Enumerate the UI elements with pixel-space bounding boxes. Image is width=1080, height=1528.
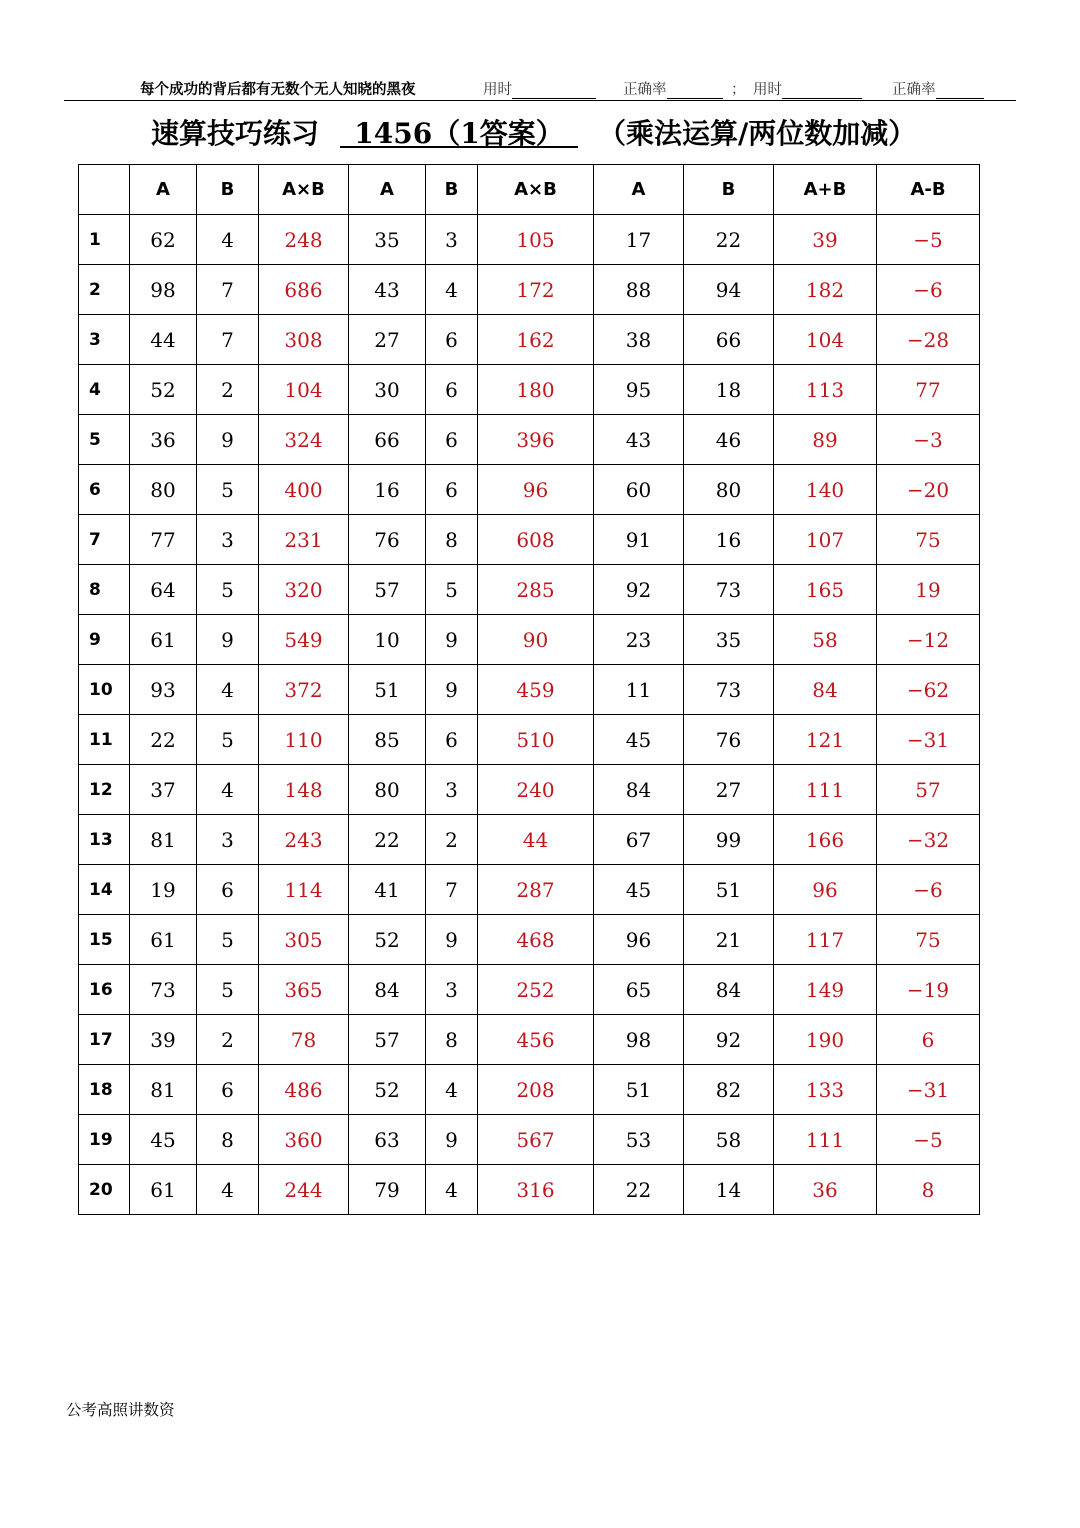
table-row: [79, 1165, 980, 1215]
operand-cell: 58: [684, 1115, 774, 1165]
header-cell: A: [130, 165, 197, 215]
answer-cell: 208: [478, 1065, 594, 1115]
operand-cell: 9: [426, 665, 478, 715]
operand-cell: 76: [684, 715, 774, 765]
answer-cell: 567: [478, 1115, 594, 1165]
table-row: [79, 915, 980, 965]
answer-cell: 468: [478, 915, 594, 965]
operand-cell: 43: [594, 415, 684, 465]
row-number: 12: [79, 765, 130, 815]
operand-cell: 7: [197, 265, 259, 315]
operand-cell: 18: [684, 365, 774, 415]
answer-cell: 148: [259, 765, 349, 815]
header-cell: A: [594, 165, 684, 215]
operand-cell: 73: [684, 665, 774, 715]
operand-cell: 61: [130, 1165, 197, 1215]
answer-cell: 6: [877, 1015, 980, 1065]
row-number: 8: [79, 565, 130, 615]
operand-cell: 39: [130, 1015, 197, 1065]
table-header-row: [79, 165, 980, 215]
operand-cell: 93: [130, 665, 197, 715]
operand-cell: 37: [130, 765, 197, 815]
operand-cell: 95: [594, 365, 684, 415]
table-row: [79, 515, 980, 565]
table-row: [79, 565, 980, 615]
title-code: 1456（1答案）: [340, 112, 578, 148]
operand-cell: 5: [197, 915, 259, 965]
operand-cell: 51: [594, 1065, 684, 1115]
operand-cell: 92: [684, 1015, 774, 1065]
answer-cell: 114: [259, 865, 349, 915]
operand-cell: 8: [197, 1115, 259, 1165]
answer-cell: 165: [774, 565, 877, 615]
operand-cell: 9: [426, 1115, 478, 1165]
operand-cell: 3: [426, 965, 478, 1015]
header-cell: A-B: [877, 165, 980, 215]
answer-cell: −3: [877, 415, 980, 465]
operand-cell: 53: [594, 1115, 684, 1165]
operand-cell: 61: [130, 915, 197, 965]
answer-cell: 107: [774, 515, 877, 565]
table-row: [79, 365, 980, 415]
operand-cell: 7: [197, 315, 259, 365]
answer-cell: 320: [259, 565, 349, 615]
operand-cell: 6: [197, 865, 259, 915]
operand-cell: 23: [594, 615, 684, 665]
row-number: 13: [79, 815, 130, 865]
operand-cell: 7: [426, 865, 478, 915]
operand-cell: 8: [426, 515, 478, 565]
operand-cell: 14: [684, 1165, 774, 1215]
answer-cell: 240: [478, 765, 594, 815]
operand-cell: 60: [594, 465, 684, 515]
operand-cell: 4: [197, 1165, 259, 1215]
answer-cell: 252: [478, 965, 594, 1015]
answer-cell: 36: [774, 1165, 877, 1215]
answer-cell: 162: [478, 315, 594, 365]
row-number: 1: [79, 215, 130, 265]
separator: ；: [731, 82, 746, 98]
answer-cell: −6: [877, 265, 980, 315]
answer-cell: 75: [877, 515, 980, 565]
operand-cell: 5: [197, 565, 259, 615]
time-blank-2[interactable]: [782, 84, 862, 99]
answer-cell: −31: [877, 715, 980, 765]
operand-cell: 4: [197, 665, 259, 715]
accuracy-blank-2[interactable]: [936, 84, 984, 99]
answer-table: [78, 164, 980, 1215]
answer-cell: 400: [259, 465, 349, 515]
header-cell: A: [349, 165, 426, 215]
answer-cell: 244: [259, 1165, 349, 1215]
operand-cell: 84: [349, 965, 426, 1015]
worksheet-header: [64, 74, 1016, 101]
row-number: 19: [79, 1115, 130, 1165]
operand-cell: 3: [426, 765, 478, 815]
answer-cell: 78: [259, 1015, 349, 1065]
answer-cell: 316: [478, 1165, 594, 1215]
operand-cell: 27: [349, 315, 426, 365]
operand-cell: 9: [197, 615, 259, 665]
row-number: 5: [79, 415, 130, 465]
answer-cell: 133: [774, 1065, 877, 1115]
operand-cell: 82: [684, 1065, 774, 1115]
answer-cell: 365: [259, 965, 349, 1015]
motto-text: 每个成功的背后都有无数个无人知晓的黑夜: [140, 82, 416, 98]
table-row: [79, 965, 980, 1015]
operand-cell: 3: [197, 515, 259, 565]
operand-cell: 52: [349, 915, 426, 965]
answer-cell: 44: [478, 815, 594, 865]
time-field-1: [483, 78, 596, 99]
operand-cell: 76: [349, 515, 426, 565]
operand-cell: 4: [426, 265, 478, 315]
operand-cell: 8: [426, 1015, 478, 1065]
answer-cell: 456: [478, 1015, 594, 1065]
table-row: [79, 215, 980, 265]
operand-cell: 36: [130, 415, 197, 465]
answer-cell: 58: [774, 615, 877, 665]
answer-cell: 372: [259, 665, 349, 715]
operand-cell: 9: [426, 915, 478, 965]
operand-cell: 22: [130, 715, 197, 765]
operand-cell: 6: [197, 1065, 259, 1115]
operand-cell: 80: [130, 465, 197, 515]
operand-cell: 63: [349, 1115, 426, 1165]
operand-cell: 51: [684, 865, 774, 915]
answer-cell: −5: [877, 1115, 980, 1165]
operand-cell: 9: [426, 615, 478, 665]
time-label-2: 用时: [753, 82, 782, 98]
operand-cell: 73: [684, 565, 774, 615]
title-main: 速算技巧练习: [151, 117, 320, 150]
accuracy-field-2: [892, 78, 984, 99]
row-number: 7: [79, 515, 130, 565]
answer-cell: 84: [774, 665, 877, 715]
operand-cell: 27: [684, 765, 774, 815]
answer-cell: 166: [774, 815, 877, 865]
operand-cell: 98: [594, 1015, 684, 1065]
table-row: [79, 765, 980, 815]
answer-cell: 105: [478, 215, 594, 265]
operand-cell: 11: [594, 665, 684, 715]
answer-cell: 110: [259, 715, 349, 765]
answer-cell: 19: [877, 565, 980, 615]
operand-cell: 4: [197, 765, 259, 815]
row-number: 6: [79, 465, 130, 515]
row-number: 15: [79, 915, 130, 965]
answer-cell: 360: [259, 1115, 349, 1165]
operand-cell: 45: [594, 715, 684, 765]
answer-cell: 77: [877, 365, 980, 415]
operand-cell: 6: [426, 715, 478, 765]
operand-cell: 2: [426, 815, 478, 865]
answer-cell: −32: [877, 815, 980, 865]
operand-cell: 2: [197, 365, 259, 415]
answer-cell: −6: [877, 865, 980, 915]
answer-cell: 510: [478, 715, 594, 765]
answer-cell: 104: [259, 365, 349, 415]
answer-cell: −62: [877, 665, 980, 715]
operand-cell: 22: [349, 815, 426, 865]
answer-cell: 324: [259, 415, 349, 465]
table-row: [79, 315, 980, 365]
row-number: 4: [79, 365, 130, 415]
operand-cell: 66: [349, 415, 426, 465]
answer-cell: 459: [478, 665, 594, 715]
row-number: 18: [79, 1065, 130, 1115]
operand-cell: 77: [130, 515, 197, 565]
answer-cell: 113: [774, 365, 877, 415]
operand-cell: 3: [197, 815, 259, 865]
operand-cell: 30: [349, 365, 426, 415]
operand-cell: 4: [426, 1165, 478, 1215]
operand-cell: 4: [426, 1065, 478, 1115]
operand-cell: 52: [349, 1065, 426, 1115]
header-cell: A×B: [259, 165, 349, 215]
answer-cell: 182: [774, 265, 877, 315]
operand-cell: 79: [349, 1165, 426, 1215]
answer-cell: 486: [259, 1065, 349, 1115]
answer-cell: 243: [259, 815, 349, 865]
answer-cell: 180: [478, 365, 594, 415]
operand-cell: 6: [426, 415, 478, 465]
operand-cell: 19: [130, 865, 197, 915]
accuracy-blank-1[interactable]: [667, 84, 723, 99]
operand-cell: 45: [130, 1115, 197, 1165]
operand-cell: 57: [349, 1015, 426, 1065]
answer-cell: 90: [478, 615, 594, 665]
answer-cell: 117: [774, 915, 877, 965]
answer-cell: −28: [877, 315, 980, 365]
operand-cell: 17: [594, 215, 684, 265]
time-label-1: 用时: [483, 82, 512, 98]
table-row: [79, 865, 980, 915]
answer-cell: 140: [774, 465, 877, 515]
operand-cell: 64: [130, 565, 197, 615]
operand-cell: 65: [594, 965, 684, 1015]
table-row: [79, 1015, 980, 1065]
accuracy-label-2: 正确率: [892, 82, 936, 98]
operand-cell: 16: [684, 515, 774, 565]
table-row: [79, 715, 980, 765]
table-row: [79, 615, 980, 665]
answer-cell: 96: [774, 865, 877, 915]
answer-cell: −19: [877, 965, 980, 1015]
answer-cell: 57: [877, 765, 980, 815]
operand-cell: 84: [594, 765, 684, 815]
table-row: [79, 1115, 980, 1165]
answer-cell: 8: [877, 1165, 980, 1215]
operand-cell: 66: [684, 315, 774, 365]
operand-cell: 67: [594, 815, 684, 865]
row-number: 11: [79, 715, 130, 765]
operand-cell: 81: [130, 815, 197, 865]
operand-cell: 46: [684, 415, 774, 465]
operand-cell: 22: [594, 1165, 684, 1215]
answer-cell: 549: [259, 615, 349, 665]
answer-cell: −12: [877, 615, 980, 665]
operand-cell: 43: [349, 265, 426, 315]
operand-cell: 92: [594, 565, 684, 615]
answer-cell: 285: [478, 565, 594, 615]
answer-cell: 686: [259, 265, 349, 315]
title-subtitle: （乘法运算/两位数加减）: [598, 117, 917, 150]
table-row: [79, 815, 980, 865]
operand-cell: 22: [684, 215, 774, 265]
operand-cell: 16: [349, 465, 426, 515]
answer-cell: 121: [774, 715, 877, 765]
operand-cell: 41: [349, 865, 426, 915]
answer-cell: 248: [259, 215, 349, 265]
row-number: 3: [79, 315, 130, 365]
answer-cell: 149: [774, 965, 877, 1015]
header-cell: B: [684, 165, 774, 215]
answer-cell: 96: [478, 465, 594, 515]
operand-cell: 51: [349, 665, 426, 715]
operand-cell: 9: [197, 415, 259, 465]
operand-cell: 85: [349, 715, 426, 765]
operand-cell: 5: [197, 465, 259, 515]
operand-cell: 38: [594, 315, 684, 365]
answer-cell: 104: [774, 315, 877, 365]
answer-cell: 75: [877, 915, 980, 965]
operand-cell: 81: [130, 1065, 197, 1115]
row-number: 20: [79, 1165, 130, 1215]
row-number: 10: [79, 665, 130, 715]
row-number: 17: [79, 1015, 130, 1065]
answer-cell: −31: [877, 1065, 980, 1115]
operand-cell: 84: [684, 965, 774, 1015]
answer-cell: 396: [478, 415, 594, 465]
operand-cell: 5: [426, 565, 478, 615]
operand-cell: 88: [594, 265, 684, 315]
answer-cell: 89: [774, 415, 877, 465]
answer-cell: 111: [774, 765, 877, 815]
row-number: 2: [79, 265, 130, 315]
worksheet-title: [0, 112, 1080, 152]
table-row: [79, 465, 980, 515]
operand-cell: 62: [130, 215, 197, 265]
operand-cell: 99: [684, 815, 774, 865]
operand-cell: 94: [684, 265, 774, 315]
header-cell: A+B: [774, 165, 877, 215]
answer-cell: 305: [259, 915, 349, 965]
table-row: [79, 415, 980, 465]
operand-cell: 91: [594, 515, 684, 565]
footer-text: 公考高照讲数资: [66, 1401, 175, 1419]
operand-cell: 6: [426, 465, 478, 515]
operand-cell: 6: [426, 365, 478, 415]
table-body: [79, 215, 980, 1215]
accuracy-label-1: 正确率: [623, 82, 667, 98]
operand-cell: 61: [130, 615, 197, 665]
operand-cell: 52: [130, 365, 197, 415]
operand-cell: 35: [349, 215, 426, 265]
operand-cell: 80: [349, 765, 426, 815]
answer-cell: 190: [774, 1015, 877, 1065]
header-cell: B: [426, 165, 478, 215]
row-number: 14: [79, 865, 130, 915]
operand-cell: 96: [594, 915, 684, 965]
header-cell: [79, 165, 130, 215]
operand-cell: 57: [349, 565, 426, 615]
operand-cell: 5: [197, 715, 259, 765]
row-number: 16: [79, 965, 130, 1015]
time-field-2: [753, 78, 862, 99]
operand-cell: 3: [426, 215, 478, 265]
answer-cell: 608: [478, 515, 594, 565]
answer-cell: 111: [774, 1115, 877, 1165]
answer-cell: −5: [877, 215, 980, 265]
operand-cell: 73: [130, 965, 197, 1015]
table-row: [79, 665, 980, 715]
answer-cell: 172: [478, 265, 594, 315]
answer-cell: 308: [259, 315, 349, 365]
answer-cell: −20: [877, 465, 980, 515]
row-number: 9: [79, 615, 130, 665]
operand-cell: 21: [684, 915, 774, 965]
operand-cell: 6: [426, 315, 478, 365]
answer-cell: 231: [259, 515, 349, 565]
answer-cell: 39: [774, 215, 877, 265]
operand-cell: 4: [197, 215, 259, 265]
time-blank-1[interactable]: [512, 84, 596, 99]
header-cell: B: [197, 165, 259, 215]
operand-cell: 44: [130, 315, 197, 365]
accuracy-field-1: [623, 78, 723, 99]
operand-cell: 5: [197, 965, 259, 1015]
header-cell: A×B: [478, 165, 594, 215]
operand-cell: 10: [349, 615, 426, 665]
operand-cell: 45: [594, 865, 684, 915]
answer-cell: 287: [478, 865, 594, 915]
table-row: [79, 1065, 980, 1115]
operand-cell: 35: [684, 615, 774, 665]
operand-cell: 80: [684, 465, 774, 515]
operand-cell: 98: [130, 265, 197, 315]
table-row: [79, 265, 980, 315]
operand-cell: 2: [197, 1015, 259, 1065]
